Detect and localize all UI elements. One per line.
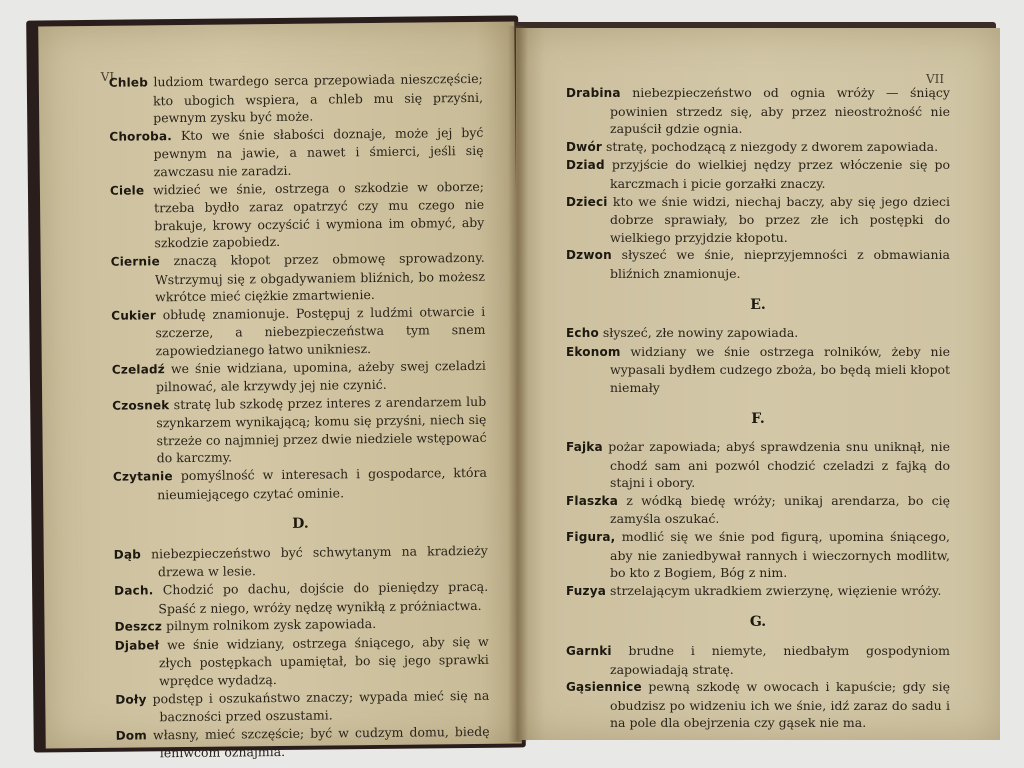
- entry-headword: Ekonom: [566, 344, 621, 359]
- entry-headword: Flaszka: [566, 493, 619, 508]
- dictionary-entry: [566, 642, 950, 678]
- right-page-text: [566, 84, 950, 732]
- entry-headword: Czosnek: [112, 397, 170, 413]
- entry-definition: własny, mieć szczęście; być w cudzym domu, biedę leniwcom oznajmia.: [146, 723, 490, 761]
- dictionary-entry: [115, 633, 490, 691]
- dictionary-entry: [109, 124, 484, 182]
- entry-headword: Gąsiennice: [566, 680, 642, 695]
- entry-definition: widzieć we śnie, ostrzega o szkodzie w oborze; trzeba bydło zaraz opatrzyć czy mu czego nie brakuje, krowy oczyścić i wymiona im obmyć, aby szkodzie zapobiedz.: [144, 178, 485, 251]
- entries-d-right: [566, 84, 950, 283]
- entry-definition: słyszeć we śnie, nieprzyjemności z obmawiania bliźnich znamionuje.: [610, 247, 950, 281]
- dictionary-entry: [566, 492, 950, 528]
- entry-definition: podstęp i oszukaństwo znaczy; wypada mieć się na baczności przed oszustami.: [146, 687, 490, 725]
- entry-definition: słyszeć, złe nowiny zapowiada.: [598, 325, 799, 341]
- entry-definition: modlić się we śnie pod figurą, upomina śniącego, aby nie zaniedbywał rannych i wieczornych modlitw, bo kto z Bogiem, Bóg z nim.: [610, 529, 950, 581]
- dictionary-entry: [114, 542, 488, 582]
- dictionary-entry: [116, 723, 490, 763]
- entry-definition: stratę lub szkodę przez interes z arendarzem lub szynkarzem wynikającą; komu się przyśni, niech się strzeże co najmniej przez dwie niedziele wstępować do karczmy.: [156, 393, 487, 466]
- entry-definition: widziany we śnie ostrzega rolników, żeby nie wypasali bydłem cudzego zboża, bo będą mieli kłopot niemały: [610, 343, 950, 395]
- entry-definition: kto we śnie widzi, niechaj baczy, aby się jego dzieci dobrze sprawiały, bo przez złe ich postępki do wielkiego przyjdzie kłopotu.: [607, 193, 950, 245]
- dictionary-entry: [566, 84, 950, 138]
- entry-headword: Czeladź: [111, 361, 166, 377]
- dictionary-entry: [566, 324, 950, 343]
- entry-definition: pomyślność w interesach i gospodarce, która nieumiejącego czytać ominie.: [157, 464, 488, 502]
- entries-d-left: [114, 542, 490, 763]
- entry-headword: Fuzya: [566, 583, 607, 598]
- entry-headword: Dach.: [114, 583, 154, 598]
- entry-headword: Garnki: [566, 644, 612, 659]
- entries-g: [566, 642, 950, 732]
- entry-headword: Ciele: [109, 182, 145, 198]
- dictionary-entry: [113, 464, 487, 504]
- right-page: [516, 28, 1000, 740]
- dictionary-entry: [112, 356, 486, 396]
- entry-definition: Chodzić po dachu, dojście do pieniędzy pracą. Spaść z niego, wróży nędzę wynikłą z próżniactwa.: [153, 578, 489, 616]
- entry-headword: Dwór: [566, 139, 603, 154]
- dictionary-entry: [566, 582, 950, 601]
- entry-headword: Chleb: [108, 75, 149, 90]
- entry-definition: niebezpieczeństwo być schwytanym na kradzieży drzewa w lesie.: [140, 542, 488, 580]
- left-page-text: [109, 70, 490, 763]
- dictionary-entry: [111, 303, 486, 361]
- entry-definition: stratę, pochodzącą z niezgody z dworem zapowiada.: [602, 138, 939, 154]
- entry-headword: Dzieci: [566, 194, 608, 209]
- entry-definition: z wódką biedę wróży; unikaj arendarza, bo cię zamyśla oszukać.: [610, 492, 950, 527]
- dictionary-entry: [566, 343, 950, 397]
- dictionary-entry: [111, 249, 486, 307]
- entry-definition: niebezpieczeństwo od ognia wróży — śniący powinien strzedz się, aby przez nieostrożność nie zapuścił gdzie ognia.: [610, 85, 950, 137]
- entry-definition: pilnym rolnikom zysk zapowiada.: [161, 616, 377, 634]
- entry-definition: Kto we śnie słabości doznaje, może jej być pewnym na jawie, a nawet i śmierci, jeśli się zawczasu nie zaradzi.: [153, 124, 484, 180]
- dictionary-entry: [566, 528, 950, 582]
- entry-headword: Dom: [115, 728, 148, 743]
- entry-headword: Echo: [566, 326, 599, 341]
- entries-f: [566, 438, 950, 600]
- entry-definition: ludziom twardego serca przepowiada nieszczęście; kto ubogich wspiera, a chleb mu się przyśni, pewnym zysku być może.: [147, 70, 484, 126]
- entry-headword: Ciernie: [110, 254, 160, 269]
- entry-headword: Czytanie: [112, 469, 173, 484]
- book-gutter: [508, 26, 528, 742]
- dictionary-entry: [115, 686, 489, 726]
- entry-definition: przyjście do wielkiej nędzy przez włóczenie się po karczmach i picie gorzałki znaczy.: [604, 157, 950, 191]
- entry-headword: Dąb: [113, 547, 142, 562]
- dictionary-entry: [566, 246, 950, 282]
- entry-definition: znaczą kłopot przez obmowę sprowadzony. Wstrzymuj się z obgadywaniem bliźnich, bo możesz wkrótce mieć ciężkie zmartwienie.: [154, 249, 485, 305]
- entry-definition: obłudę znamionuje. Postępuj z ludźmi otwarcie i szczerze, a niebezpieczeństwa tym snem zapowiedzianego łatwo unikniesz.: [155, 303, 486, 359]
- entry-headword: Djabeł: [114, 638, 160, 653]
- dictionary-entry: [566, 678, 950, 732]
- entry-definition: we śnie widziany, ostrzega śniącego, aby się w złych postępkach upamiętał, bo się jego sprawki wprędce wydadzą.: [158, 633, 489, 689]
- left-page: [38, 22, 522, 761]
- dictionary-entry: [566, 193, 950, 247]
- entry-headword: Cukier: [111, 308, 157, 323]
- section-letter-d: D.: [292, 515, 309, 533]
- entry-headword: Deszcz: [114, 619, 163, 634]
- dictionary-entry: [566, 138, 950, 157]
- entry-headword: Doły: [115, 692, 147, 707]
- entries-c: [109, 70, 487, 504]
- entry-headword: Figura,: [566, 530, 616, 545]
- entry-definition: we śnie widziana, upomina, ażeby swej czeladzi pilnować, ale krzywdy jej nie czynić.: [155, 357, 486, 395]
- dictionary-entry: [566, 156, 950, 192]
- entries-e: [566, 324, 950, 396]
- dictionary-entry: [112, 393, 487, 468]
- dictionary-entry: [566, 438, 950, 492]
- entry-definition: brudne i niemyte, niedbałym gospodyniom zapowiadają stratę.: [610, 643, 950, 677]
- entry-headword: Drabina: [566, 86, 621, 100]
- entry-headword: Fajka: [566, 440, 603, 455]
- entry-headword: Dziad: [566, 158, 605, 173]
- section-letter-f: F.: [751, 410, 765, 427]
- dictionary-entry: [114, 578, 488, 618]
- entry-definition: pewną szkodę w owocach i kapuście; gdy się obudzisz po widzeniu ich we śnie, idź zaraz do sadu i na pole dla obejrzenia czy gąsek nie ma.: [610, 679, 950, 731]
- page-number-left: VI: [100, 69, 115, 84]
- section-letter-g: G.: [749, 614, 767, 631]
- section-letter-e: E.: [750, 296, 766, 313]
- entry-definition: pożar zapowiada; abyś sprawdzenia snu uniknął, nie chodź sam ani pozwól chodzić czeladzi z fajką do stajni i obory.: [602, 439, 950, 491]
- dictionary-entry: [110, 177, 485, 252]
- entry-headword: Dzwon: [566, 248, 612, 263]
- entry-definition: strzelającym ukradkiem zwierzynę, więzienie wróży.: [606, 582, 942, 598]
- dictionary-entry: [109, 70, 484, 128]
- page-number-right: VII: [926, 72, 945, 86]
- entry-headword: Choroba.: [109, 128, 173, 144]
